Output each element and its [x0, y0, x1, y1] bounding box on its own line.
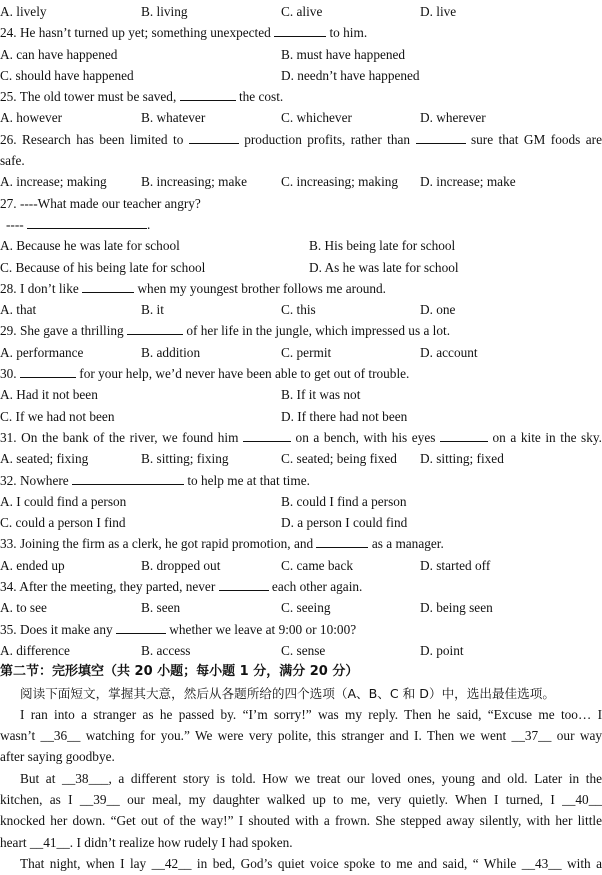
answer-blank [180, 86, 236, 101]
question-31-options [0, 448, 602, 469]
option-b: B. whatever [141, 110, 206, 126]
section-heading: 第二节：完形填空（共 20 小题；每小题 1 分，满分 20 分） [0, 664, 359, 680]
answer-blank-2 [416, 129, 466, 144]
question-35-stem: 35. Does it make any whether we leave at 9:00 or 10:00? [0, 619, 602, 640]
question-25-stem: 25. The old tower must be saved, the cost. [0, 86, 602, 107]
option-c: C. seated; being fixed [281, 451, 397, 467]
passage-paragraph-1 [0, 704, 602, 768]
option-c: C. whichever [281, 110, 352, 126]
question-23-options [0, 1, 602, 22]
option-a: A. however [0, 110, 63, 126]
option-c: C. If we had not been [0, 408, 115, 424]
answer-blank [274, 22, 326, 37]
passage-line: But at __38___, a different story is told. How we treat our loved ones, young and old. Later in the [20, 770, 602, 786]
question-34-options [0, 597, 602, 618]
passage-line: I ran into a stranger as he passed by. “I’m sorry!” was my reply. Then he said, “Excuse me too… I [20, 706, 602, 722]
option-b: B. could I find a person [281, 493, 407, 509]
question-25-options [0, 107, 602, 128]
passage-line: kitchen, as I __39__ our meal, my daughter walked up to me, very quietly. When I turned, I __40__ [0, 791, 602, 807]
option-b: B. His being late for school [309, 238, 456, 254]
question-24-options-row1 [0, 44, 602, 65]
answer-blank [127, 320, 183, 335]
option-a: A. Had it not been [0, 387, 98, 403]
question-27-stem: 27. ----What made our teacher angry? [0, 195, 201, 211]
question-26-stem-cont: safe. [0, 153, 25, 169]
option-c: C. could a person I find [0, 515, 126, 531]
option-d: D. being seen [420, 600, 493, 616]
passage-line: heart __41__. I didn’t realize how rudely I had spoken. [0, 834, 293, 850]
question-33-stem: 33. Joining the firm as a clerk, he got rapid promotion, and as a manager. [0, 533, 602, 554]
option-b: B. it [141, 302, 164, 318]
option-d: D. wherever [420, 110, 486, 126]
question-28-options [0, 299, 602, 320]
question-24-stem: 24. He hasn’t turned up yet; something unexpected to him. [0, 22, 602, 43]
answer-blank [72, 470, 184, 485]
question-32-stem: 32. Nowhere to help me at that time. [0, 470, 602, 491]
option-b: B. sitting; fixing [141, 451, 229, 467]
answer-blank-1 [243, 427, 291, 442]
answer-blank [20, 363, 76, 378]
passage-line: knocked her down. “Get out of the way!” I shouted with a frown. She stepped away silently, with her little [0, 813, 602, 829]
option-b: B. If it was not [281, 387, 361, 403]
option-a: A. increase; making [0, 174, 107, 190]
passage-paragraph-3 [0, 853, 602, 874]
option-d: D. one [420, 302, 456, 318]
option-a: A. difference [0, 642, 70, 658]
option-c: C. this [281, 302, 316, 318]
question-28-stem: 28. I don’t like when my youngest brother follows me around. [0, 278, 602, 299]
option-c: C. should have happened [0, 67, 134, 83]
question-32-options-row1 [0, 491, 602, 512]
answer-blank [116, 619, 166, 634]
option-d: D. increase; make [420, 174, 516, 190]
option-c: C. sense [281, 642, 326, 658]
option-a: A. I could find a person [0, 493, 127, 509]
option-a: A. to see [0, 600, 47, 616]
option-a: A. ended up [0, 557, 65, 573]
question-30-options-row2 [0, 406, 602, 427]
question-32-options-row2 [0, 512, 602, 533]
answer-blank-1 [189, 129, 239, 144]
option-a: A. Because he was late for school [0, 238, 180, 254]
option-d: D. point [420, 642, 464, 658]
option-b: B. must have happened [281, 46, 406, 62]
question-31-stem: 31. On the bank of the river, we found him on a bench, with his eyes on a kite in the sky. [0, 427, 602, 448]
option-c: C. permit [281, 344, 332, 360]
answer-blank [219, 576, 269, 591]
question-27-options-row2 [0, 257, 602, 278]
question-35-options [0, 640, 602, 661]
option-c: C. seeing [281, 600, 331, 616]
question-29-stem: 29. She gave a thrilling of her life in the jungle, which impressed us a lot. [0, 320, 602, 341]
question-30-stem: 30. for your help, we’d never have been able to get out of trouble. [0, 363, 602, 384]
option-d: D. If there had not been [281, 408, 408, 424]
answer-blank [82, 278, 134, 293]
option-d: D. started off [420, 557, 491, 573]
question-27-answer-line: ---- . [0, 214, 602, 235]
option-d: D. As he was late for school [309, 259, 459, 275]
option-d: D. account [420, 344, 478, 360]
option-d: D. live [420, 4, 457, 19]
answer-blank [27, 214, 147, 229]
option-b: B. living [141, 4, 188, 19]
question-34-stem: 34. After the meeting, they parted, never each other again. [0, 576, 602, 597]
option-b: B. dropped out [141, 557, 221, 573]
question-27-options-row1 [0, 235, 602, 256]
option-d: D. needn’t have happened [281, 67, 420, 83]
question-33-options [0, 555, 602, 576]
answer-blank-2 [440, 427, 488, 442]
question-24-options-row2 [0, 65, 602, 86]
section-instruction: 阅读下面短文，掌握其大意，然后从各题所给的四个选项（A、B、C 和 D）中，选出最佳选项。 [20, 685, 555, 701]
option-c: C. alive [281, 4, 323, 19]
option-a: A. can have happened [0, 46, 118, 62]
option-c: C. came back [281, 557, 353, 573]
option-b: B. increasing; make [141, 174, 247, 190]
passage-line: after saying goodbye. [0, 749, 115, 765]
passage-paragraph-2 [0, 768, 602, 853]
question-30-options-row1 [0, 384, 602, 405]
question-26-stem: 26. Research has been limited to production profits, rather than sure that GM foods are [0, 129, 602, 150]
question-29-options [0, 342, 602, 363]
option-a: A. seated; fixing [0, 451, 89, 467]
option-c: C. increasing; making [281, 174, 399, 190]
option-c: C. Because of his being late for school [0, 259, 206, 275]
passage-line: That night, when I lay __42__ in bed, God’s quiet voice spoke to me and said, “ While __43__ with a [20, 855, 602, 871]
option-b: B. seen [141, 600, 181, 616]
answer-blank [316, 533, 368, 548]
option-a: A. performance [0, 344, 84, 360]
option-b: B. access [141, 642, 191, 658]
option-b: B. addition [141, 344, 201, 360]
option-d: D. sitting; fixed [420, 451, 504, 467]
option-a: A. lively [0, 4, 47, 19]
passage-line: wasn’t __36__ watching for you.” We were very polite, this stranger and I. Then we went __37__ our way [0, 728, 602, 744]
option-a: A. that [0, 302, 37, 318]
option-d: D. a person I could find [281, 515, 408, 531]
question-26-options [0, 171, 602, 192]
